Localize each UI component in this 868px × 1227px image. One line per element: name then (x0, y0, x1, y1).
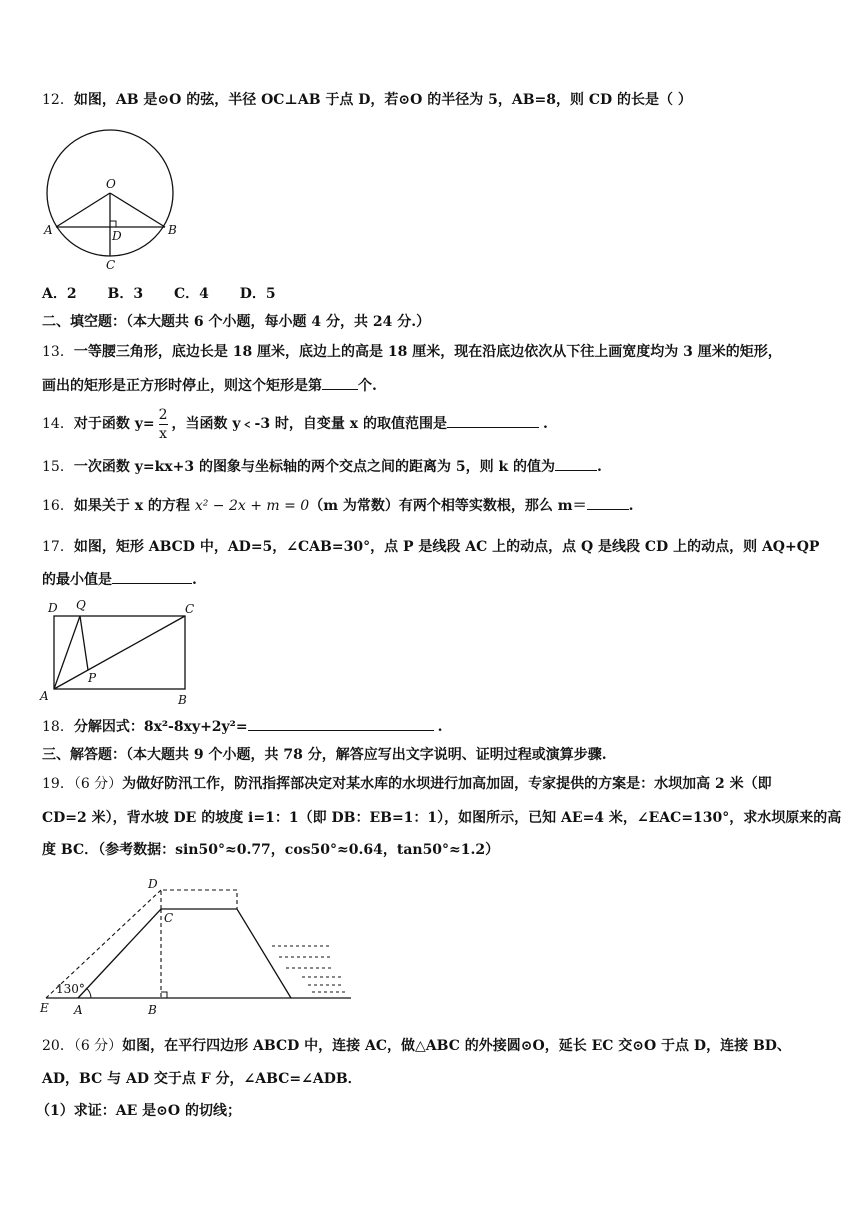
section2-heading: 二、填空题：（本大题共 6 个小题，每小题 4 分，共 24 分.） (42, 314, 431, 330)
q20-sub1: （1）求证：AE 是⊙O 的切线； (36, 1103, 241, 1119)
segment-ob (110, 193, 165, 227)
label-b: B (168, 223, 177, 237)
q14-text: 14．对于函数 y= $\frac{2}{x}$ ，当函数 y﹤-3 时，自变量 x 的取值范围是 . (42, 406, 548, 442)
fraction: $\frac{2}{x}$ (158, 406, 168, 442)
dam-outline (78, 909, 291, 998)
option-c: C．4 (173, 286, 209, 302)
label-c: C (185, 602, 195, 616)
q12-circle-figure (42, 124, 182, 272)
segment-oa (56, 193, 110, 227)
q17-line1: 17．如图，矩形 ABCD 中，AD=5，∠CAB=30°，点 P 是线段 AC 上的动点，点 Q 是线段 CD 上的动点，则 AQ+QP (42, 539, 820, 555)
option-b: B．3 (107, 286, 144, 302)
label-p: P (88, 671, 97, 685)
label-o: O (106, 177, 116, 191)
q18-text: 18．分解因式：8x²-8xy+2y²= . (42, 716, 442, 737)
label-a: A (44, 223, 53, 237)
label-d: D (112, 229, 122, 243)
answer-blank[interactable] (248, 716, 434, 731)
right-angle-mark (110, 221, 116, 227)
q19-line1: 19．（6 分）为做好防汛工作，防汛指挥部决定对某水库的水坝进行加高加固，专家提供的方案是：水坝加高 2 米（即 (42, 776, 772, 792)
label-b: B (178, 693, 187, 707)
q12-text: 12．如图，AB 是⊙O 的弦，半径 OC⊥AB 于点 D，若⊙O 的半径为 5，AB=8，则 CD 的长是（ ） (42, 92, 692, 108)
q17-rectangle-figure (36, 596, 204, 708)
answer-blank[interactable] (322, 375, 358, 390)
segment-aq (54, 616, 80, 689)
section3-heading: 三、解答题：（本大题共 9 个小题，共 78 分，解答应写出文字说明、证明过程或演算步骤. (42, 747, 607, 763)
q17-line2: 的最小值是 . (42, 569, 197, 590)
label-d: D (48, 601, 58, 615)
q12-options (42, 284, 276, 304)
q15-text: 15．一次函数 y=kx+3 的图象与坐标轴的两个交点之间的距离为 5，则 k 的值为 . (42, 456, 602, 477)
raised-top (161, 890, 237, 909)
answer-blank[interactable] (112, 569, 192, 584)
question-number: 12． (42, 92, 74, 108)
label-a: A (74, 1003, 83, 1017)
label-angle: 130° (56, 982, 85, 996)
q19-line3: 度 BC．（参考数据：sin50°≈0.77，cos50°≈0.64，tan50°≈1.2） (42, 842, 500, 858)
answer-blank[interactable] (555, 456, 597, 471)
label-b: B (148, 1003, 157, 1017)
label-c: C (106, 258, 116, 272)
label-e: E (40, 1001, 49, 1015)
diagonal-ac (54, 616, 185, 689)
q16-text: 16．如果关于 x 的方程 x² − 2x + m = 0（m 为常数）有两个相等实数根，那么 m＝ . (42, 495, 633, 516)
label-a: A (40, 689, 49, 703)
label-q: Q (76, 598, 86, 612)
answer-blank[interactable] (587, 495, 629, 510)
segment-qp (80, 616, 88, 670)
q19-dam-figure (36, 872, 356, 1022)
label-c: C (164, 911, 174, 925)
q13-line2: 画出的矩形是正方形时停止，则这个矩形是第 个. (42, 375, 377, 396)
equation: x² − 2x + m = 0 (194, 498, 310, 514)
option-a: A．2 (42, 286, 77, 302)
label-d: D (148, 877, 158, 891)
q13-line1: 13．一等腰三角形，底边长是 18 厘米，底边上的高是 18 厘米，现在沿底边依次从下往上画宽度均为 3 厘米的矩形， (42, 344, 782, 360)
right-angle-mark (161, 992, 167, 998)
q20-line2: AD，BC 与 AD 交于点 F 分，∠ABC=∠ADB． (42, 1071, 362, 1087)
option-d: D．5 (239, 286, 276, 302)
answer-blank[interactable] (447, 413, 539, 428)
q20-line1: 20．（6 分）如图，在平行四边形 ABCD 中，连接 AC，做△ABC 的外接圆⊙O，延长 EC 交⊙O 于点 D，连接 BD、 (42, 1038, 791, 1054)
q19-line2: CD=2 米），背水坡 DE 的坡度 i=1：1（即 DB：EB=1：1），如图所示，已知 AE=4 米，∠EAC=130°，求水坝原来的高 (42, 810, 842, 826)
